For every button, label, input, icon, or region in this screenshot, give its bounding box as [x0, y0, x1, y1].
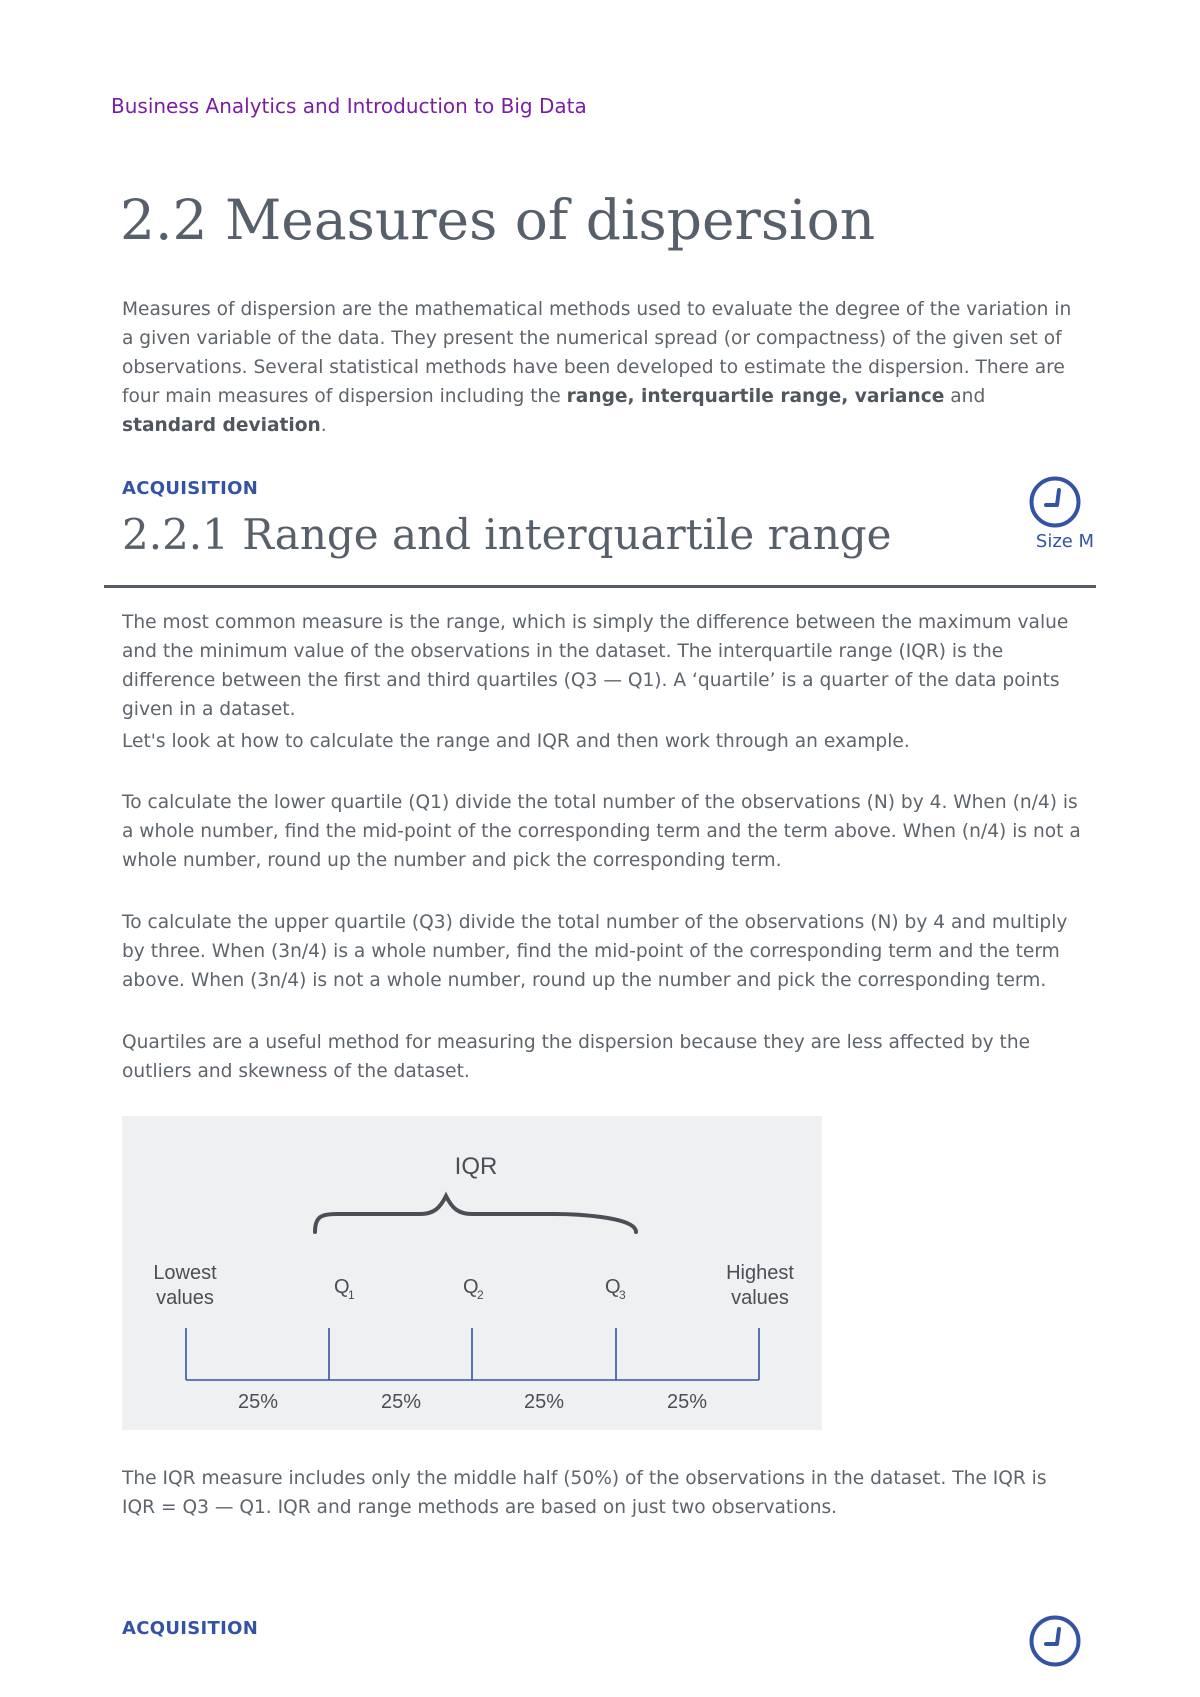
iqr-diagram [122, 1116, 822, 1430]
acquisition-label-next: ACQUISITION [122, 1618, 259, 1639]
paragraph-quartiles-useful: Quartiles are a useful method for measuring the dispersion because they are less affected by the outliers and skewness of the dataset. [122, 1032, 1031, 1082]
paragraph-iqr-measure: The IQR measure includes only the middle half (50%) of the observations in the dataset. The IQR is IQR = Q3 — Q1. IQR and range methods are based on just two observations. [122, 1468, 1047, 1518]
paragraph-lower-quartile: To calculate the lower quartile (Q1) divide the total number of the observations (N) by 4. When (n/4) is a whole number, find the mid-point of the corresponding term and the term above. When (n/4) is not a whole number, round up the number and pick the corresponding term. [122, 792, 1081, 871]
intro-paragraph [122, 295, 1082, 440]
section-divider [104, 585, 1096, 588]
segment-percent: 25% [380, 1391, 422, 1413]
intro-bold-std: standard deviation [122, 415, 321, 436]
iqr-label: IQR [454, 1153, 498, 1180]
segment-percent: 25% [523, 1391, 565, 1413]
acquisition-label: ACQUISITION [122, 478, 259, 499]
quartile-letter: Q [605, 1276, 621, 1298]
quartile-letter: Q [463, 1276, 479, 1298]
quartile-axis [186, 1328, 759, 1380]
iqr-brace [315, 1196, 636, 1232]
paragraph-range: The most common measure is the range, which is simply the difference between the maximum value and the minimum value of the observations in the dataset. The interquartile range (IQR) is the difference between the first and third quartiles (Q3 — Q1). A ‘quartile’ is a quarter of the data points given in a dataset. [122, 612, 1069, 720]
clock-icon [1028, 475, 1082, 529]
iqr-diagram-graphic [122, 1116, 822, 1430]
clock-icon [1028, 1614, 1082, 1668]
highest-label-line2: values [731, 1287, 789, 1309]
lowest-label-line1: Lowest [153, 1262, 217, 1284]
section-title: 2.2 Measures of dispersion [120, 188, 876, 252]
highest-label-line1: Highest [726, 1262, 794, 1284]
quartile-q2 [463, 1276, 484, 1302]
quartile-letter: Q [334, 1276, 350, 1298]
intro-text-and: and [944, 386, 986, 407]
paragraph-intro-example: Let's look at how to calculate the range and IQR and then work through an example. [122, 731, 910, 752]
subsection-title: 2.2.1 Range and interquartile range [122, 510, 892, 559]
lowest-label-line2: values [156, 1287, 214, 1309]
segment-percent: 25% [666, 1391, 708, 1413]
segment-percent: 25% [237, 1391, 279, 1413]
quartile-q1 [334, 1276, 355, 1302]
quartile-subscript: 2 [477, 1288, 484, 1302]
quartile-subscript: 1 [348, 1288, 355, 1302]
intro-bold-measures: range, interquartile range, variance [566, 386, 945, 407]
quartile-subscript: 3 [619, 1288, 626, 1302]
intro-text: Measures of dispersion are the mathematical methods used to evaluate the degree of the variation in a given variable of the data. They present the numerical spread (or compactness) of the given set of observations. Several statistical methods have been developed to estimate the dispersion. There are four main measures of dispersion including the [122, 299, 1072, 407]
quartile-q3 [605, 1276, 626, 1302]
paragraph-upper-quartile: To calculate the upper quartile (Q3) divide the total number of the observations (N) by 4 and multiply by three. When (3n/4) is a whole number, find the mid-point of the corresponding term and the term above. When (3n/4) is not a whole number, round up the number and pick the corresponding term. [122, 912, 1068, 991]
size-label: Size M [1035, 531, 1095, 552]
course-title: Business Analytics and Introduction to Big Data [111, 94, 587, 118]
intro-text-end: . [320, 415, 327, 436]
